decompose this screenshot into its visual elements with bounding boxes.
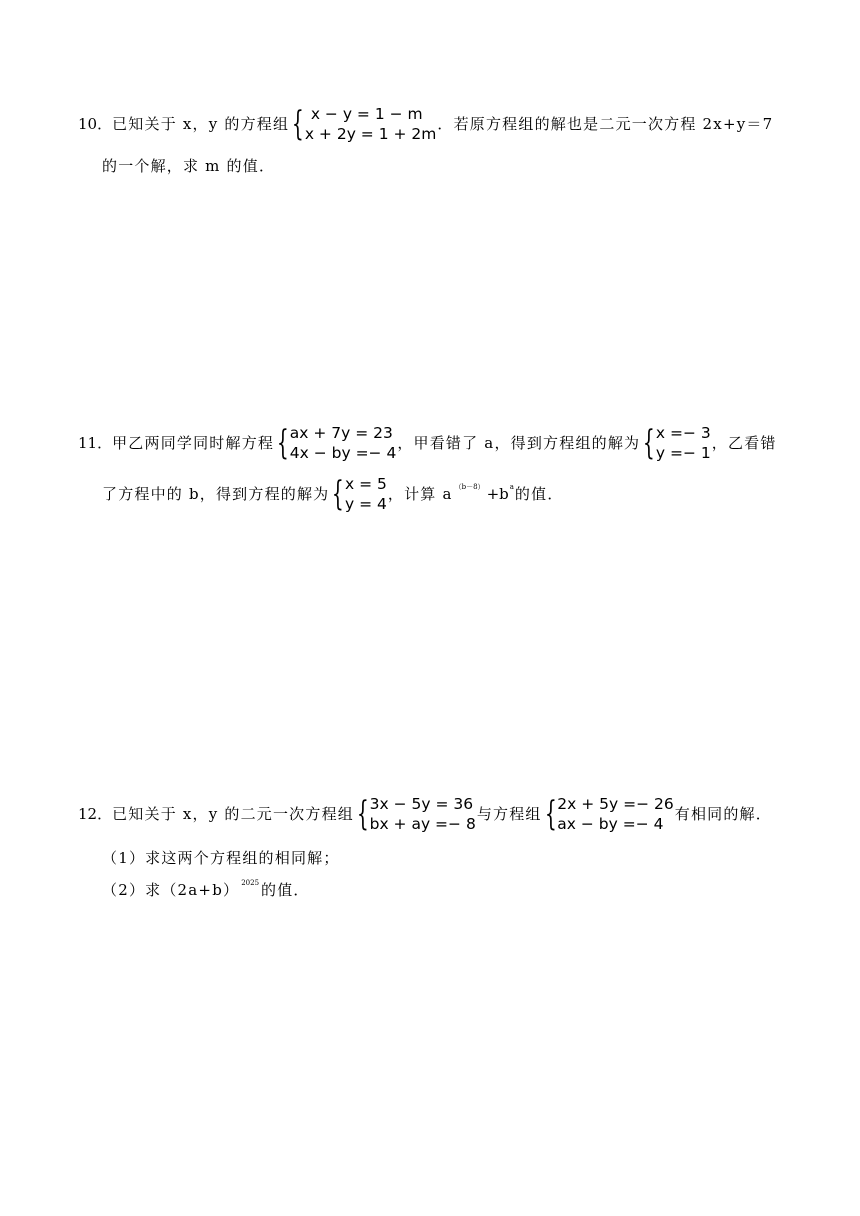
q11-line2 xyxy=(102,474,564,514)
q10-eq1: x − y = 1 − m xyxy=(310,105,423,123)
q11-eq2: 4x − by =− 4 xyxy=(289,444,397,462)
q12-equation-system-2 xyxy=(543,794,674,834)
q12-exponent: 2025 xyxy=(241,879,260,887)
q11-sol3: x = 5 xyxy=(345,475,387,493)
q12-eq4: ax − by =− 4 xyxy=(557,815,664,833)
q12-eq3: 2x + 5y =− 26 xyxy=(557,795,674,813)
q11-text3: ，乙看错 xyxy=(711,434,777,452)
q11-line1 xyxy=(78,423,777,463)
q12-eq2: bx + ay =− 8 xyxy=(369,815,476,833)
q10-number: 10． xyxy=(78,115,113,133)
q12-text1: 已知关于 x，y 的二元一次方程组 xyxy=(112,805,354,823)
q11-text1: 甲乙两同学同时解方程 xyxy=(112,434,275,452)
q10-text2: ．若原方程组的解也是二元一次方程 2x+y＝7 xyxy=(437,115,774,133)
q11-sol4: y = 4 xyxy=(345,495,387,513)
brace-icon: { xyxy=(276,423,289,463)
q11-solution-b xyxy=(330,474,387,514)
q12-line1 xyxy=(78,794,772,834)
brace-icon: { xyxy=(544,794,557,834)
q12-part2-text: （2）求（2a+b） xyxy=(102,881,240,899)
q11-exponent2: a xyxy=(509,483,514,491)
q12-text3: 有相同的解． xyxy=(674,805,772,823)
q11-number: 11． xyxy=(78,434,113,452)
q11-text4: 了方程中的 b，得到方程的解为 xyxy=(102,485,330,503)
q11-eq1: ax + 7y = 23 xyxy=(289,424,393,442)
q10-equation-system xyxy=(290,104,436,144)
q11-sol2: y =− 1 xyxy=(655,444,711,462)
q10-text1: 已知关于 x，y 的方程组 xyxy=(112,115,290,133)
q10-eq2: x + 2y = 1 + 2m xyxy=(304,125,437,143)
q12-text2: 与方程组 xyxy=(476,805,542,823)
brace-icon: { xyxy=(332,474,345,514)
q11-text5: ，计算 a xyxy=(387,485,453,503)
q11-text6: +b xyxy=(486,485,509,503)
brace-icon: { xyxy=(643,423,656,463)
q11-solution-a xyxy=(641,423,711,463)
q10-line2 xyxy=(102,156,275,176)
q11-text2: ，甲看错了 a，得到方程组的解为 xyxy=(397,434,641,452)
q12-equation-system-1 xyxy=(355,794,476,834)
q10-text3: 的一个解，求 m 的值． xyxy=(102,157,276,175)
q12-part2 xyxy=(102,880,310,900)
q11-text7: 的值． xyxy=(514,485,564,503)
q11-sol1: x =− 3 xyxy=(655,424,711,442)
q12-eq1: 3x − 5y = 36 xyxy=(369,795,474,813)
q12-part2-end: 的值． xyxy=(261,881,310,899)
q12-part1 xyxy=(102,848,340,868)
q12-part1-text: （1）求这两个方程组的相同解； xyxy=(102,849,340,867)
q11-exponent1: （b－8） xyxy=(454,483,485,491)
brace-icon: { xyxy=(292,104,304,144)
q12-number: 12． xyxy=(78,805,113,823)
q10-line1 xyxy=(78,104,773,144)
q11-equation-system xyxy=(275,423,396,463)
brace-icon: { xyxy=(356,794,369,834)
